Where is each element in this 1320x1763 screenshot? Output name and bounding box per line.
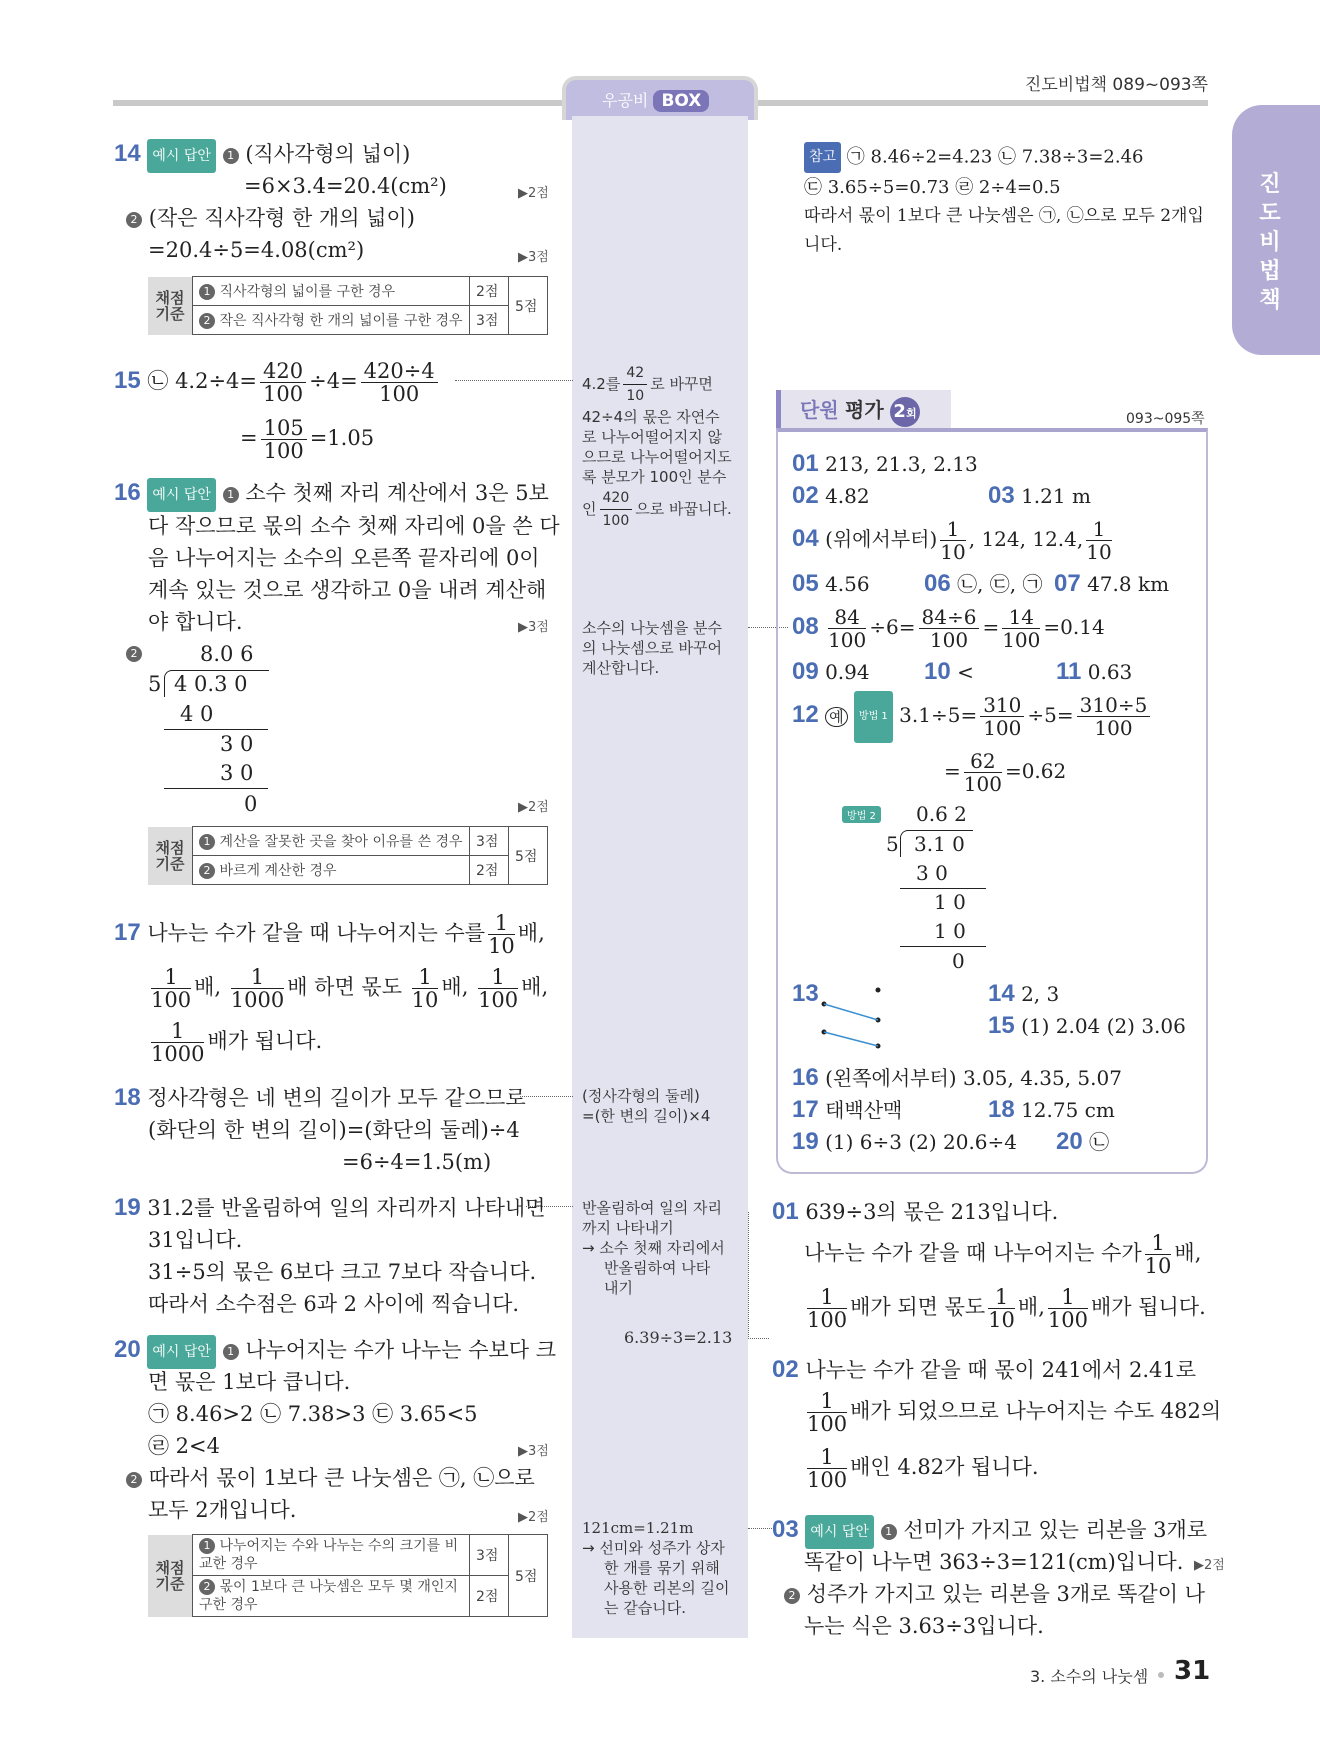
fraction: $\frac{1}{10}$ — [1086, 517, 1112, 564]
explain-03-line4: 누는 식은 3.63÷3입니다. — [804, 1614, 1044, 1638]
leader-line — [526, 1206, 573, 1207]
answer-03: 03 1.21 m — [988, 482, 1091, 509]
answer-12-cont: = $\frac{62}{100}$ =0.62 — [944, 749, 1067, 796]
step1-icon: 1 — [223, 487, 239, 503]
fraction: $\frac{1}{100}$ — [1047, 1285, 1088, 1332]
side-tab-char: 비 — [1259, 230, 1281, 255]
divisor: 5 — [148, 672, 162, 696]
q18-line3: =6÷4=1.5(m) — [342, 1150, 492, 1174]
explain-03-points: ▶2점 — [1194, 1558, 1225, 1573]
note-18: (정사각형의 둘레) =(한 변의 길이)×4 — [582, 1087, 711, 1125]
q18-line2: (화단의 한 변의 길이)=(화단의 둘레)÷4 — [148, 1118, 520, 1142]
fraction: $\frac{1}{100}$ — [151, 965, 192, 1012]
side-tab-char: 진 — [1259, 172, 1281, 197]
q16-line5: 야 합니다. — [148, 610, 243, 634]
q20-line2: 면 몫은 1보다 큽니다. — [148, 1370, 351, 1394]
division-rule — [164, 788, 268, 789]
step1-icon: 1 — [881, 1524, 897, 1540]
footer-dot — [1158, 1672, 1164, 1678]
answer-16: 16 (왼쪽에서부터) 3.05, 4.35, 5.07 — [792, 1064, 1122, 1091]
note-01-calc: 6.39÷3=2.13 — [624, 1328, 733, 1347]
criteria-score: 2점 — [470, 277, 509, 306]
q19-line2: 31입니다. — [148, 1228, 243, 1252]
answer-07: 07 47.8 km — [1054, 570, 1170, 597]
step-value: 4 0 — [180, 702, 214, 726]
q17-number: 17 — [114, 919, 141, 946]
explain-01-line2: 나누는 수가 같을 때 나누어지는 수가 $\frac{1}{10}$ 배, — [804, 1231, 1202, 1278]
q16-points2: ▶2점 — [518, 800, 549, 815]
step1-icon: 1 — [223, 148, 239, 164]
answer-01: 01 213, 21.3, 2.13 — [792, 450, 978, 477]
fraction: $\frac{42}{10}$ — [623, 362, 647, 407]
q14-points2: ▶3점 — [518, 250, 549, 265]
answer-06: 06 ㉡, ㉢, ㉠ — [924, 570, 1043, 597]
step-value: 1 0 — [934, 890, 966, 914]
method2-tag: 방법 2 — [842, 806, 881, 823]
step-value: 3 0 — [220, 732, 254, 756]
fraction: $\frac{84}{100}$ — [828, 605, 867, 652]
q19-line1: 19 31.2를 반올림하여 일의 자리까지 나타내면 — [114, 1194, 546, 1221]
explain-01-line3: $\frac{1}{100}$ 배가 되면 몫도 $\frac{1}{10}$ 배, $\frac{1}{100}$ 배가 됩니다. — [807, 1285, 1206, 1332]
q14-answer-tag: 예시 답안 — [147, 139, 216, 173]
footer-chapter: 3. 소수의 나눗셈 — [1030, 1667, 1149, 1686]
divisor: 5 — [886, 832, 899, 856]
scoring-header: 채점 기준 — [148, 277, 193, 335]
answer-15: 15 (1) 2.04 (2) 3.06 — [988, 1012, 1186, 1039]
answer-04: 04 (위에서부터) $\frac{1}{10}$ , 124, 12.4, $\frac{1}{10}$ — [792, 517, 1112, 564]
explain-02-line1: 02 나누는 수가 같을 때 몫이 241에서 2.41로 — [772, 1356, 1196, 1383]
fraction: $\frac{1}{100}$ — [807, 1285, 848, 1332]
step2-icon: 2 — [784, 1588, 800, 1604]
q18-line1: 18 정사각형은 네 변의 길이가 모두 같으므로 — [114, 1084, 526, 1111]
fraction: $\frac{420}{100}$ — [260, 360, 306, 405]
q20-answer-tag: 예시 답안 — [147, 1335, 216, 1369]
fraction: $\frac{1}{10}$ — [411, 965, 439, 1012]
q14-scoring-table — [148, 276, 548, 335]
side-tab-char: 법 — [1259, 259, 1281, 284]
note-08: 소수의 나눗셈을 분수 의 나눗셈으로 바꾸어 계산합니다. — [582, 619, 722, 677]
fraction: $\frac{1}{1000}$ — [151, 1019, 205, 1066]
q19-line3: 31÷5의 몫은 6보다 크고 7보다 작습니다. — [148, 1260, 537, 1284]
fraction: $\frac{1}{100}$ — [807, 1445, 848, 1492]
q16-line3: 음 나누어지는 소수의 오른쪽 끝자리에 0이 — [148, 546, 540, 570]
fraction: $\frac{1}{10}$ — [940, 517, 966, 564]
note-15: 4.2를 $\frac{42}{10}$ 로 바꾸면 42÷4의 몫은 자연수 로 나누어떨어지지 않 으므로 나누어떨어지도 록 분모가 100인 분수 인 $\frac{420}{100}$ 으로 바꿉니다. — [582, 362, 748, 532]
q17-line1: 17 나누는 수가 같을 때 나누어지는 수를 $\frac{1}{10}$ 배, — [114, 911, 545, 958]
scoring-header: 채점 기준 — [148, 827, 193, 885]
q16-line4: 계속 있는 것으로 생각하고 0을 내려 계산해 — [148, 578, 547, 602]
q20-number: 20 — [114, 1336, 141, 1363]
q20-points1: ▶3점 — [518, 1444, 549, 1459]
answer-08: 08 $\frac{84}{100}$ ÷6= $\frac{84\div 6}{100}$ = $\frac{14}{100}$ =0.14 — [792, 605, 1105, 652]
q17-line2: $\frac{1}{100}$ 배, $\frac{1}{1000}$ 배 하면 몫도 $\frac{1}{10}$ 배, $\frac{1}{100}$ 배, — [151, 965, 549, 1012]
criteria-score: 3점 — [470, 1535, 509, 1576]
fraction: $\frac{1}{10}$ — [488, 911, 515, 958]
side-tab-char: 책 — [1259, 288, 1281, 313]
q14-points1: ▶2점 — [518, 186, 549, 201]
q19-number: 19 — [114, 1194, 141, 1221]
q16-points1: ▶3점 — [518, 620, 549, 635]
dividend: 3.1 0 — [914, 832, 965, 856]
fraction: $\frac{105}{100}$ — [261, 417, 307, 462]
q16-line1: 16 예시 답안 1 소수 첫째 자리 계산에서 3은 5보 — [114, 477, 549, 512]
q20-line6: 모두 2개입니다. — [148, 1498, 297, 1522]
side-tab-char: 도 — [1259, 201, 1281, 226]
answer-05: 05 4.56 — [792, 570, 870, 597]
fraction: $\frac{310\div 5}{100}$ — [1077, 694, 1151, 739]
page-number: 31 — [1174, 1656, 1211, 1686]
criteria-total: 5점 — [509, 827, 548, 885]
quotient: 8.0 6 — [200, 642, 254, 666]
q20-line3: ㉠ 8.46>2 ㉡ 7.38>3 ㉢ 3.65<5 — [148, 1402, 478, 1426]
q14-text: (직사각형의 넓이) — [245, 142, 411, 166]
fraction: $\frac{1}{100}$ — [807, 1389, 848, 1436]
q15-line2: = $\frac{105}{100}$ =1.05 — [240, 416, 375, 463]
explain-03-answer-tag: 예시 답안 — [805, 1515, 874, 1549]
round-badge: 2회 — [890, 397, 920, 427]
q15-line1: 15 ㉡ 4.2÷4= $\frac{420}{100}$ ÷4= $\frac{420\div 4}{100}$ — [114, 355, 441, 407]
leader-line — [520, 1096, 573, 1097]
answer-13-matching-lines — [812, 980, 912, 1050]
dividend: 4 0.3 0 — [174, 672, 248, 696]
answer-12: 12 예 방법 1 3.1÷5= $\frac{310}{100}$ ÷5= $\frac{310\div 5}{100}$ — [792, 690, 1153, 743]
reference-tag: 참고 — [804, 142, 841, 173]
step-value: 3 0 — [916, 861, 948, 885]
fraction: $\frac{62}{100}$ — [963, 749, 1002, 796]
side-tab-inner — [1250, 170, 1290, 315]
fraction: $\frac{310}{100}$ — [980, 694, 1024, 739]
criteria-score: 2점 — [470, 1576, 509, 1617]
q20-line5: 2 따라서 몫이 1보다 큰 나눗셈은 ㉠, ㉡으로 — [126, 1462, 535, 1494]
scoring-header: 채점 기준 — [148, 1535, 193, 1617]
q14-line4: =20.4÷5=4.08(cm²) — [148, 238, 365, 262]
step2-icon: 2 — [126, 1472, 142, 1488]
criteria-score: 3점 — [470, 827, 509, 856]
fraction: $\frac{420\div 4}{100}$ — [361, 360, 438, 405]
step-value: 3 0 — [220, 761, 254, 785]
q20-points2: ▶2점 — [518, 1510, 549, 1525]
quotient: 0.6 2 — [916, 802, 967, 826]
answer-14: 14 2, 3 — [988, 980, 1060, 1007]
q17-line3: $\frac{1}{1000}$ 배가 됩니다. — [151, 1019, 323, 1066]
explain-03-line2: 똑같이 나누면 363÷3=121(cm)입니다. — [804, 1550, 1184, 1574]
criteria-row: 2 바르게 계산한 경우 — [193, 856, 470, 885]
q14-line2: =6×3.4=20.4(cm²) — [244, 174, 447, 198]
explain-02-line3: $\frac{1}{100}$ 배인 4.82가 됩니다. — [807, 1445, 1039, 1492]
middle-column — [572, 116, 748, 1638]
answer-02: 02 4.82 — [792, 482, 870, 509]
q14-line1 — [114, 138, 410, 173]
fraction: $\frac{1}{100}$ — [478, 965, 519, 1012]
method1-tag: 방법 1 — [854, 691, 893, 743]
criteria-row: 1 계산을 잘못한 곳을 찾아 이유를 쓴 경우 — [193, 827, 470, 856]
leader-line — [748, 1212, 769, 1339]
note-03: 121cm=1.21m → 선미와 성주가 상자 한 개를 묶기 위해 사용한 리본의 길이 는 같습니다. — [582, 1519, 730, 1617]
q20-line1: 20 예시 답안 1 나누어지는 수가 나누는 수보다 크 — [114, 1334, 556, 1369]
q18-number: 18 — [114, 1084, 141, 1111]
q14-text: (작은 직사각형 한 개의 넓이) — [148, 206, 415, 230]
q15-number: 15 — [114, 367, 141, 394]
criteria-total: 5점 — [509, 1535, 548, 1617]
answer-20: 20 ㉡ — [1056, 1128, 1110, 1155]
q16-line2: 다 작으므로 몫의 소수 첫째 자리에 0을 쓴 다 — [148, 514, 560, 538]
answer-17: 17 태백산맥 — [792, 1096, 903, 1123]
header-page-range: 진도비법책 089~093쪽 — [1024, 75, 1208, 95]
step2-icon: 2 — [126, 212, 142, 228]
q20-scoring-table — [148, 1534, 548, 1617]
criteria-score: 3점 — [470, 306, 509, 335]
answer-19: 19 (1) 6÷3 (2) 20.6÷4 — [792, 1128, 1018, 1155]
step1-icon: 1 — [223, 1344, 239, 1360]
step-value: 1 0 — [934, 919, 966, 943]
answer-13: 13 — [792, 980, 819, 1007]
leader-line — [455, 380, 573, 381]
leader-line — [748, 1528, 772, 1529]
answer-09: 09 0.94 — [792, 658, 870, 685]
q20-line4: ㉣ 2<4 — [148, 1434, 220, 1458]
criteria-row: 1 직사각형의 넓이를 구한 경우 — [193, 277, 470, 306]
fraction: $\frac{420}{100}$ — [600, 487, 633, 532]
criteria-score: 2점 — [470, 856, 509, 885]
explain-03-line3: 2 성주가 가지고 있는 리본을 3개로 똑같이 나 — [784, 1578, 1205, 1610]
answer-11: 11 0.63 — [1056, 658, 1133, 685]
fraction: $\frac{84\div 6}{100}$ — [919, 606, 980, 651]
step-value: 0 — [244, 792, 258, 816]
step2-icon: 2 — [126, 646, 142, 662]
q14-number: 14 — [114, 140, 141, 167]
division-rule — [900, 946, 986, 947]
criteria-total: 5점 — [509, 277, 548, 335]
q16-answer-tag: 예시 답안 — [147, 478, 216, 512]
q14-line3 — [126, 202, 415, 234]
answer-10: 10 < — [924, 658, 974, 685]
note-19: 반올림하여 일의 자리 까지 나타내기 → 소수 첫째 자리에서 반올림하여 나타 내기 — [582, 1199, 725, 1297]
criteria-row: 2 작은 직사각형 한 개의 넓이를 구한 경우 — [193, 306, 470, 335]
unit-eval-title: 단원 평가 2회 — [800, 394, 920, 427]
fraction: $\frac{1}{1000}$ — [230, 965, 285, 1012]
fraction: $\frac{1}{10}$ — [988, 1285, 1015, 1332]
criteria-row: 2 몫이 1보다 큰 나눗셈은 모두 몇 개인지 구한 경우 — [193, 1576, 470, 1617]
q16-number: 16 — [114, 479, 141, 506]
answer-18: 18 12.75 cm — [988, 1096, 1115, 1123]
fraction: $\frac{14}{100}$ — [1002, 605, 1041, 652]
box-title: 우공비 BOX — [602, 88, 709, 111]
q16-scoring-table — [148, 826, 548, 885]
explain-02-line2: $\frac{1}{100}$ 배가 되었으므로 나누어지는 수도 482의 — [807, 1389, 1222, 1436]
step-value: 0 — [952, 949, 965, 973]
reference-note: 참고 ㉠ 8.46÷2=4.23 ㉡ 7.38÷3=2.46 ㉢ 3.65÷5=0.73 ㉣ 2÷4=0.5 따라서 몫이 1보다 큰 나눗셈은 ㉠, ㉡으로 모두 2개입 니다. — [804, 142, 1204, 260]
explain-03-line1: 03 예시 답안 1 선미가 가지고 있는 리본을 3개로 — [772, 1514, 1207, 1549]
unit-eval-pages: 093~095쪽 — [1126, 411, 1205, 427]
q19-line4: 따라서 소수점은 6과 2 사이에 찍습니다. — [148, 1292, 520, 1316]
explain-01-line1: 01 639÷3의 몫은 213입니다. — [772, 1198, 1059, 1225]
fraction: $\frac{1}{10}$ — [1144, 1231, 1172, 1278]
criteria-row: 1 나누어지는 수와 나누는 수의 크기를 비 교한 경우 — [193, 1535, 470, 1576]
